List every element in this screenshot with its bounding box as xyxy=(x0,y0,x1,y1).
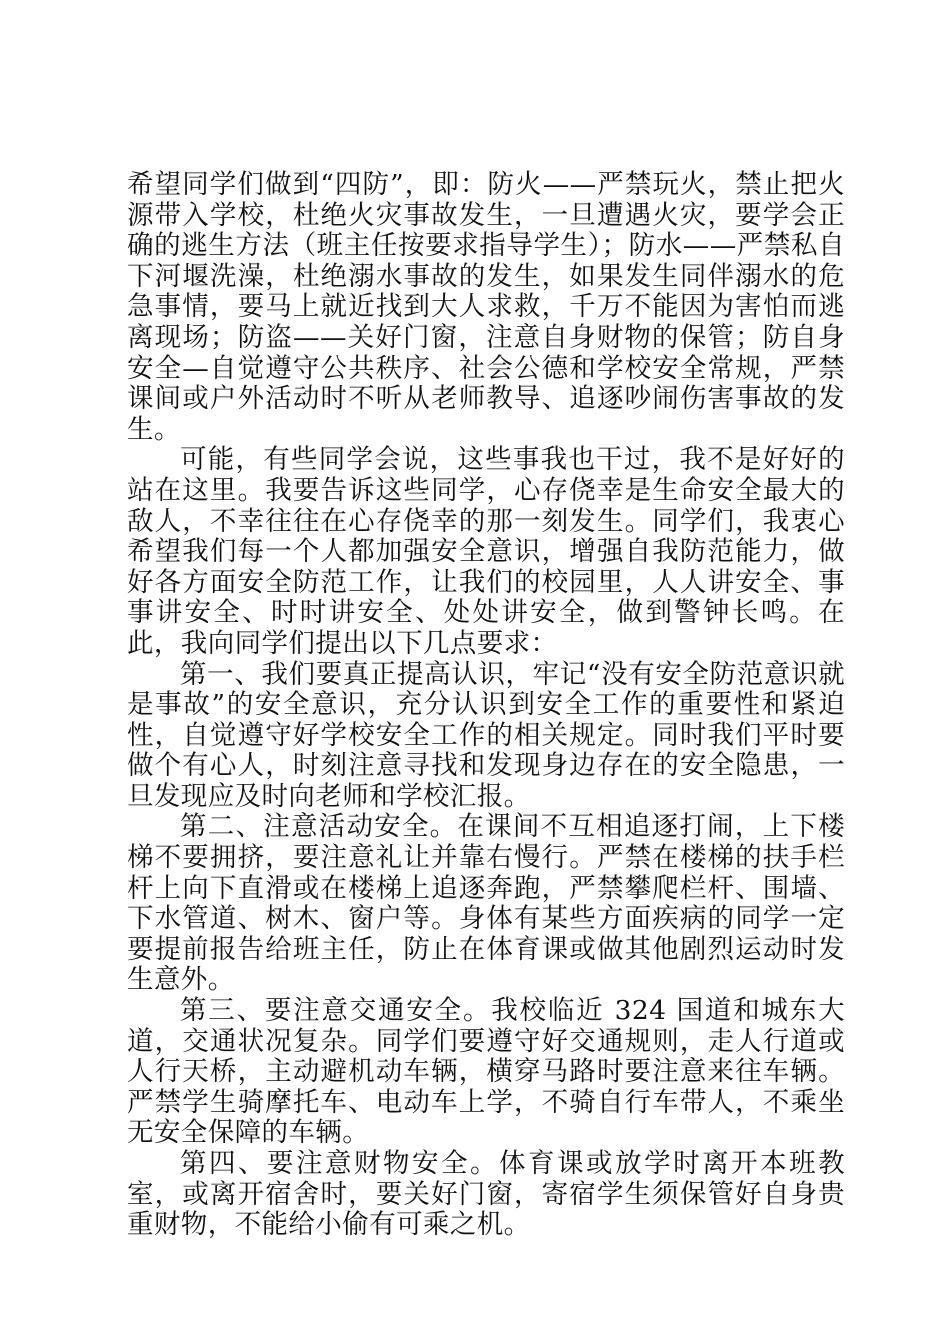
paragraph-third-requirement: 第三、要注意交通安全。我校临近 324 国道和城东大道，交通状况复杂。同学们要遵守好交通规则，走人行道或人行天桥，主动避机动车辆，横穿马路时要注意来往车辆。严禁学生骑摩托车、电动车上学，不骑自行车带人，不乘坐无安全保障的车辆。 xyxy=(127,995,845,1149)
document-body xyxy=(127,170,845,1241)
paragraph-luck-warning: 可能，有些同学会说，这些事我也干过，我不是好好的站在这里。我要告诉这些同学，心存侥幸是生命安全最大的敌人，不幸往往在心存侥幸的那一刻发生。同学们，我衷心希望我们每一个人都加强安全意识，增强自我防范能力，做好各方面安全防范工作，让我们的校园里，人人讲安全、事事讲安全、时时讲安全、处处讲安全，做到警钟长鸣。在此，我向同学们提出以下几点要求： xyxy=(127,444,845,659)
paragraph-first-requirement: 第一、我们要真正提高认识，牢记“没有安全防范意识就是事故”的安全意识，充分认识到安全工作的重要性和紧迫性，自觉遵守好学校安全工作的相关规定。同时我们平时要做个有心人，时刻注意寻找和发现身边存在的安全隐患，一旦发现应及时向老师和学校汇报。 xyxy=(127,658,845,812)
paragraph-second-requirement: 第二、注意活动安全。在课间不互相追逐打闹，上下楼梯不要拥挤，要注意礼让并靠右慢行。严禁在楼梯的扶手栏杆上向下直滑或在楼梯上追逐奔跑，严禁攀爬栏杆、围墙、下水管道、树木、窗户等。身体有某些方面疾病的同学一定要提前报告给班主任，防止在体育课或做其他剧烈运动时发生意外。 xyxy=(127,811,845,996)
paragraph-four-preventions: 希望同学们做到“四防”，即：防火——严禁玩火，禁止把火源带入学校，杜绝火灾事故发生，一旦遭遇火灾，要学会正确的逃生方法（班主任按要求指导学生）；防水——严禁私自下河堰洗澡，杜绝溺水事故的发生，如果发生同伴溺水的危急事情，要马上就近找到大人求救，千万不能因为害怕而逃离现场；防盗——关好门窗，注意自身财物的保管；防自身安全—自觉遵守公共秩序、社会公德和学校安全常规，严禁课间或户外活动时不听从老师教导、追逐吵闹伤害事故的发生。 xyxy=(127,169,845,445)
paragraph-fourth-requirement: 第四、要注意财物安全。体育课或放学时离开本班教室，或离开宿舍时，要关好门窗，寄宿学生须保管好自身贵重财物，不能给小偷有可乘之机。 xyxy=(127,1148,845,1241)
